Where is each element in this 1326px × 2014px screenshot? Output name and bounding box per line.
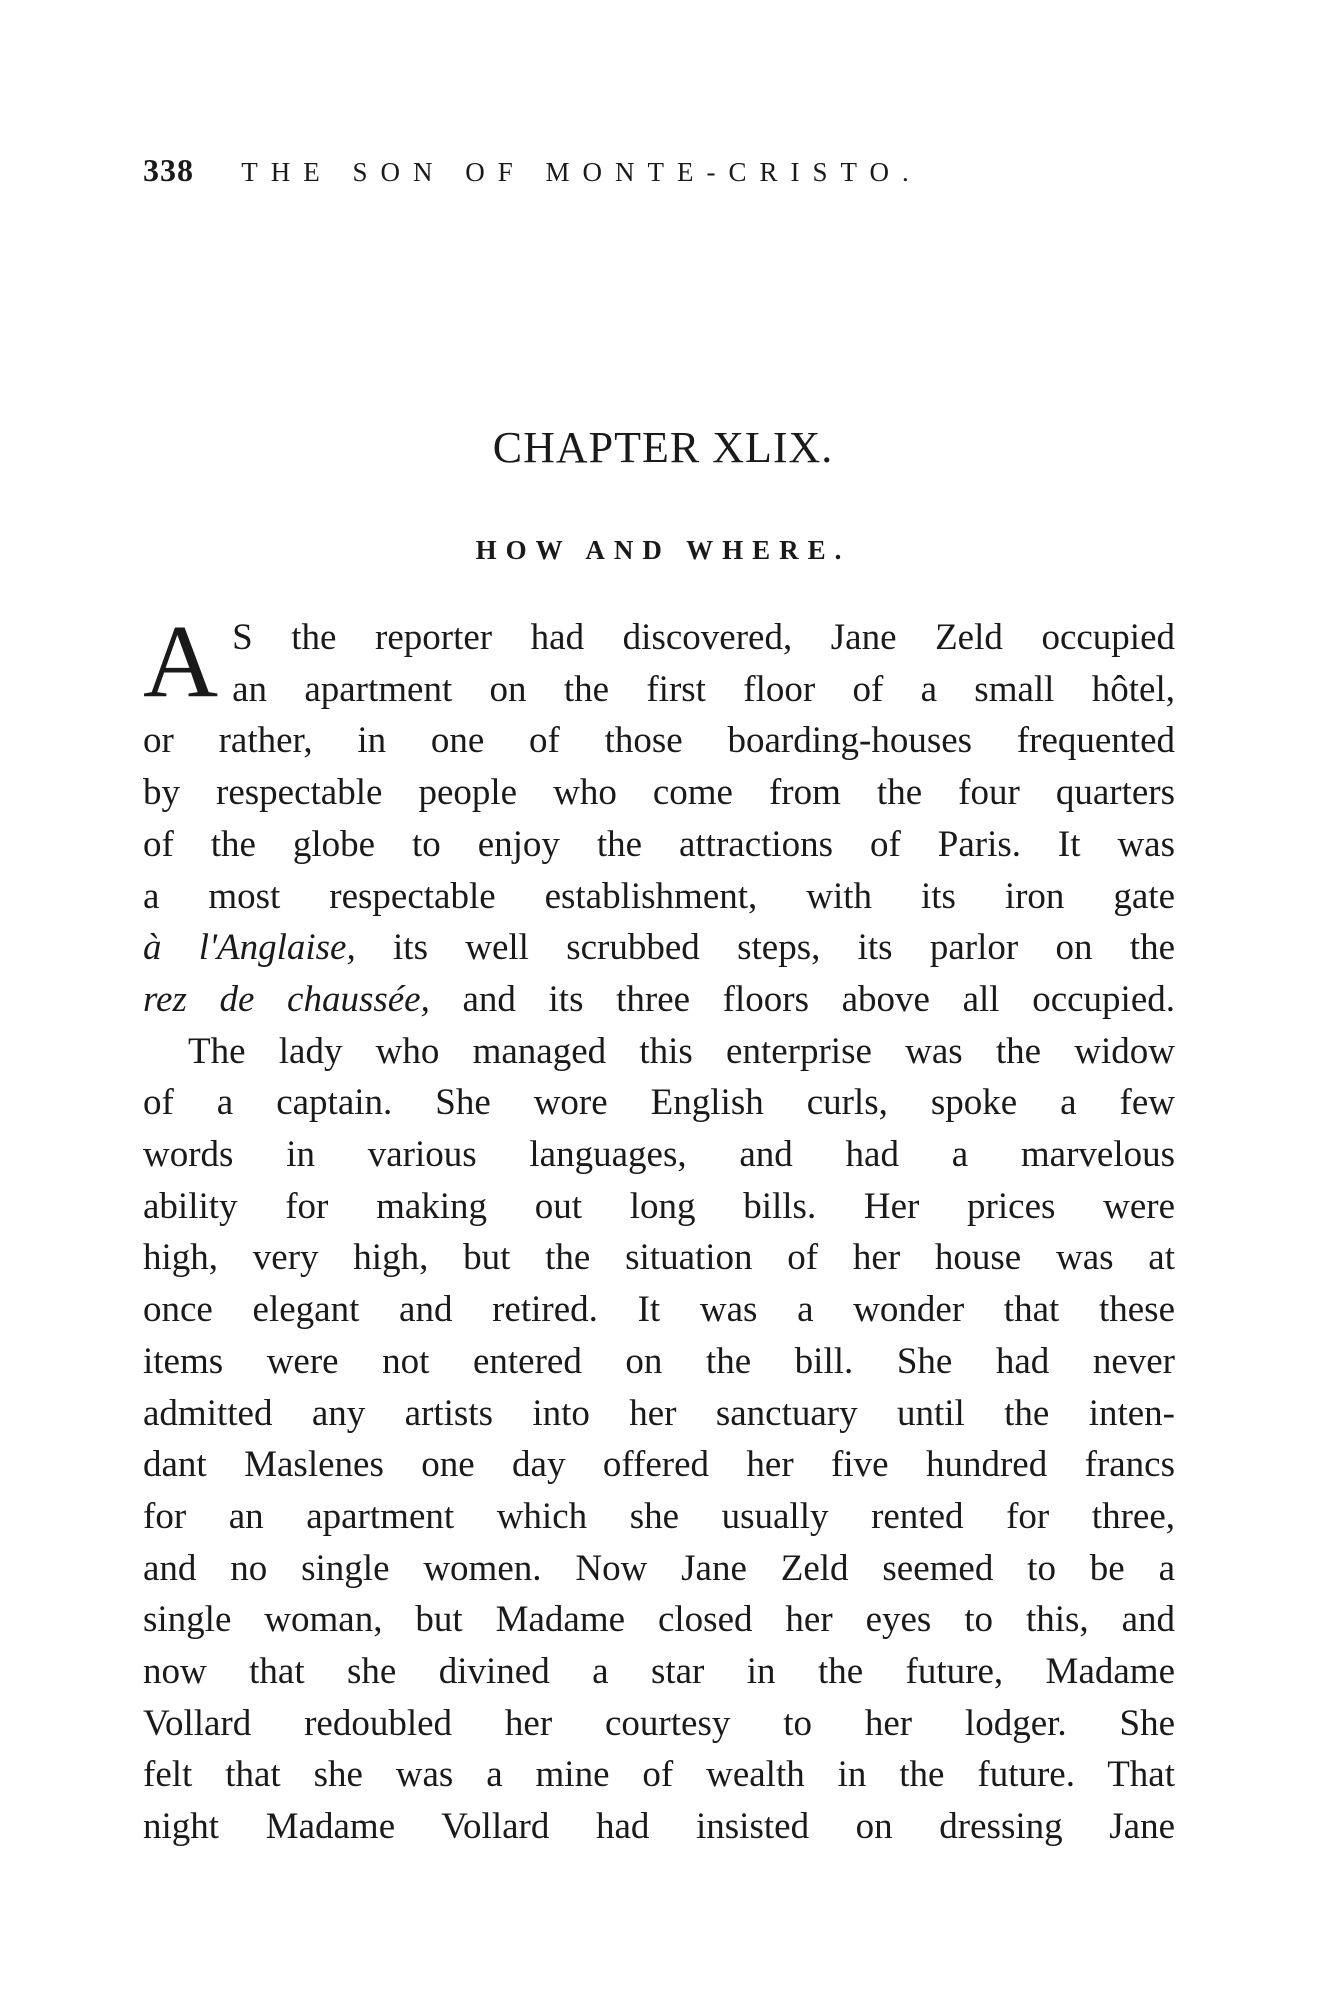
text-line: felt that she was a mine of wealth in the future. That [143, 1754, 1175, 1796]
text-line [143, 974, 1175, 1026]
text-line: dant Maslenes one day offered her five hundred francs [143, 1444, 1175, 1486]
text-line: of a captain. She wore English curls, spoke a few [143, 1082, 1175, 1124]
text-line: for an apartment which she usually rented for three, [143, 1495, 1175, 1537]
italic-phrase: rez de chaussée, [143, 978, 430, 1020]
text-line [143, 922, 1175, 974]
page-number: 338 [143, 152, 194, 188]
text-line: of the globe to enjoy the attractions of Paris. It was [143, 823, 1175, 865]
text-line: items were not entered on the bill. She had never [143, 1340, 1175, 1382]
text-line: now that she divined a star in the future, Madame [143, 1651, 1175, 1693]
running-head [143, 150, 1183, 190]
italic-phrase: à l'Anglaise, [143, 927, 356, 969]
body-text [143, 604, 1175, 1853]
text-line: a most respectable establishment, with its iron gate [143, 875, 1175, 917]
text-line: single woman, but Madame closed her eyes to this, and [143, 1599, 1175, 1641]
text-line: S the reporter had discovered, Jane Zeld occupied [232, 617, 1175, 658]
text-line: ability for making out long bills. Her prices were [143, 1185, 1175, 1227]
text-line: and no single women. Now Jane Zeld seemed to be a [143, 1547, 1175, 1589]
drop-cap: A [143, 604, 219, 719]
text-line: words in various languages, and had a marvelous [143, 1134, 1175, 1176]
text-line: Vollard redoubled her courtesy to her lodger. She [143, 1702, 1175, 1744]
text-line: high, very high, but the situation of her house was at [143, 1237, 1175, 1279]
text-fragment: its well scrubbed steps, its parlor on the [355, 927, 1175, 969]
text-line: night Madame Vollard had insisted on dressing Jane [143, 1806, 1175, 1848]
text-fragment: and its three floors above all occupied. [429, 978, 1175, 1020]
chapter-heading: CHAPTER XLIX. [492, 423, 834, 472]
text-line: an apartment on the first floor of a small hôtel, [232, 668, 1175, 710]
text-line: or rather, in one of those boarding-houses frequented [143, 720, 1175, 762]
chapter-title: HOW AND WHERE. [475, 535, 851, 565]
text-line: by respectable people who come from the four quarters [143, 772, 1175, 814]
book-title: THE SON OF MONTE-CRISTO. [241, 157, 922, 187]
text-line: once elegant and retired. It was a wonder that these [143, 1289, 1175, 1331]
text-line: The lady who managed this enterprise was the widow [188, 1030, 1175, 1072]
text-line: admitted any artists into her sanctuary until the inten- [143, 1392, 1175, 1434]
